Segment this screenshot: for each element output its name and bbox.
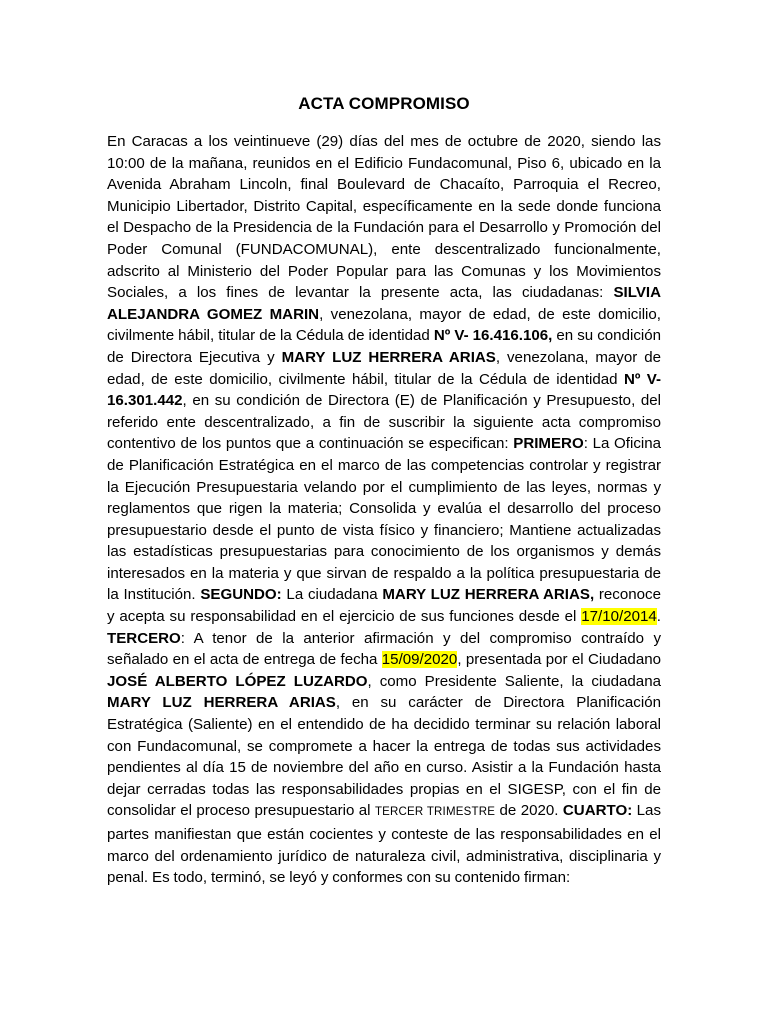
body-segment-intro: En Caracas a los veintinueve (29) días del mes de octubre de 2020, siendo las 10:00 de la mañana, reunidos en el Edificio Fundacomunal, Piso 6, ubicado en la Avenida Abraham Lincoln, final Boulevard de Chacaíto, Parroquia el Recreo, Municipio Libertador, Distrito Capital, específicamente en la sede donde funciona el Despacho de la Presidencia de la Fundación para el Desarrollo y Promoción del Poder Comunal (FUNDACOMUNAL), ente descentralizado funcionalmente, adscrito al Ministerio del Poder Popular para las Comunas y los Movimientos Sociales, a los fines de levantar la presente acta, las ciudadanas:	[107, 133, 661, 302]
id-number-mary-luz: Nº V- 16.301.442	[107, 370, 661, 410]
clause-tercero-text: : A tenor de la anterior afirmación y del compromiso contraído y señalado en el acta de entrega de fecha	[107, 629, 661, 669]
body-segment: La ciudadana	[281, 586, 383, 604]
clause-cuarto-text: Las partes manifiestan que están cocientes y conteste de las responsabilidades en el marco del ordenamiento jurídico de naturaleza civil, administrativa, disciplinaria y penal. Es todo, terminó, se leyó y conformes con su contenido firman:	[107, 802, 661, 887]
clause-primero-label: PRIMERO	[513, 435, 584, 453]
body-segment: , venezolana, mayor de edad, de este domicilio, civilmente hábil, titular de la Cédula de identidad	[107, 305, 661, 345]
body-segment: , presentada por el Ciudadano	[457, 651, 661, 669]
clause-segundo-label: SEGUNDO:	[200, 586, 282, 604]
name-silvia: SILVIA ALEJANDRA GOMEZ MARIN	[107, 284, 661, 323]
body-segment: .	[656, 608, 661, 626]
highlighted-date: 17/10/2014	[581, 608, 657, 626]
name-mary-luz: MARY LUZ HERRERA ARIAS	[281, 348, 496, 366]
clause-cuarto-label: CUARTO:	[562, 802, 633, 820]
id-number-silvia: Nº V- 16.416.106,	[433, 327, 553, 345]
body-segment: , en su carácter de Directora Planificación Estratégica (Saliente) en el entendido de ha decidido terminar su relación laboral con Fundacomunal, se compromete a hacer la entrega de todas sus actividades pendientes al día 15 de noviembre del año en curso. Asistir a la Fundación hasta dejar cerradas todas las responsabilidades propias en el SIGESP, con el fin de consolidar el proceso presupuestario al	[107, 694, 661, 820]
highlighted-date: 15/09/2020	[381, 651, 458, 669]
body-segment: de 2020.	[495, 802, 563, 820]
name-jose-alberto: JOSÉ ALBERTO LÓPEZ LUZARDO	[107, 672, 368, 690]
body-segment: en su condición de Directora Ejecutiva y	[107, 327, 662, 366]
document-body	[107, 131, 661, 889]
name-mary-luz: MARY LUZ HERRERA ARIAS,	[382, 586, 595, 604]
clause-tercero-label: TERCERO	[107, 629, 181, 647]
clause-segundo-text: reconoce y acepta su responsabilidad en el ejercicio de sus funciones desde el	[107, 586, 661, 626]
name-mary-luz: MARY LUZ HERRERA ARIAS	[107, 694, 336, 712]
body-segment: , en su condición de Directora (E) de Planificación y Presupuesto, del referido ente descentralizado, a fin de suscribir la siguiente acta compromiso contentivo de los puntos que a continuación se especifican:	[107, 392, 661, 453]
small-caps-term: TERCER TRIMESTRE	[374, 806, 496, 819]
body-segment: , como Presidente Saliente, la ciudadana	[367, 672, 661, 690]
body-segment: , venezolana, mayor de edad, de este domicilio, civilmente hábil, titular de la Cédula de identidad	[107, 348, 662, 388]
clause-primero-text: : La Oficina de Planificación Estratégica en el marco de las competencias controlar y registrar la Ejecución Presupuestaria velando por el cumplimiento de las leyes, normas y reglamentos que rigen la materia; Consolida y evalúa el desarrollo del proceso presupuestario desde el punto de vista físico y financiero; Mantiene actualizadas las estadísticas presupuestarias para conocimiento de los organismos y demás interesados en la materia y que sirvan de respaldo a la política presupuestaria de la Institución.	[107, 435, 662, 604]
document-title: ACTA COMPROMISO	[298, 94, 470, 113]
